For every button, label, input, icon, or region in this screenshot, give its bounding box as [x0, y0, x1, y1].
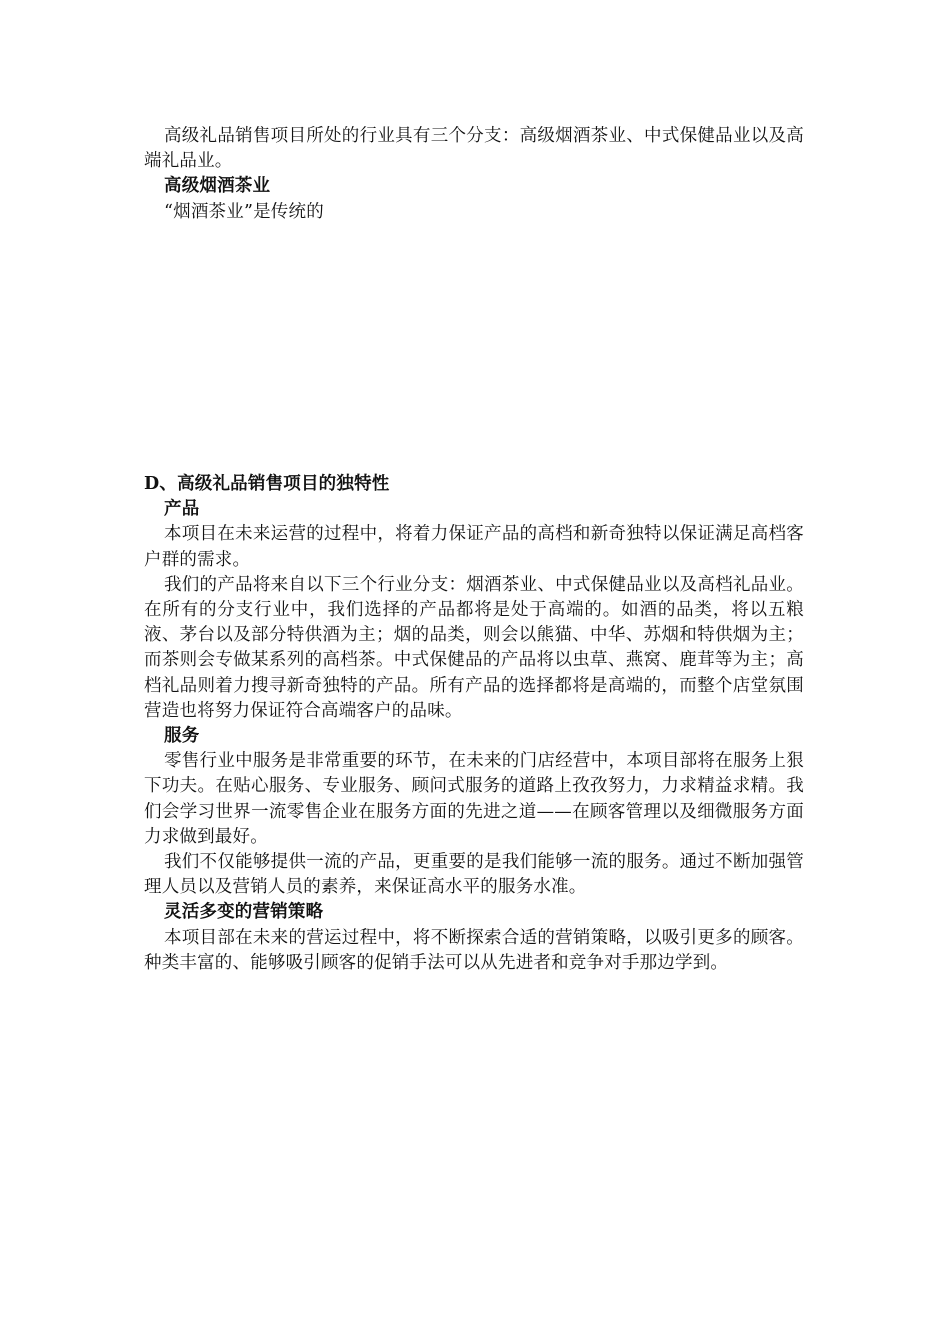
intro-fragment: “烟酒茶业”是传统的 [164, 201, 324, 222]
marketing-paragraph-1: 本项目部在未来的营运过程中，将不断探索合适的营销策略，以吸引更多的顾客。种类丰富的、能够吸引顾客的促销手法可以从先进者和竞争对手那边学到。 [144, 927, 804, 973]
product-paragraph-2: 我们的产品将来自以下三个行业分支：烟酒茶业、中式保健品业以及高档礼品业。在所有的分支行业中，我们选择的产品都将是处于高端的。如酒的品类，将以五粮液、茅台以及部分特供酒为主；烟的品类，则会以熊猫、中华、苏烟和特供烟为主；而茶则会专做某系列的高档茶。中式保健品的产品将以虫草、燕窝、鹿茸等为主；高档礼品则着力搜寻新奇独特的产品。所有产品的选择都将是高端的，而整个店堂氛围营造也将努力保证符合高端客户的品味。 [144, 574, 804, 721]
service-paragraph-1: 零售行业中服务是非常重要的环节，在未来的门店经营中，本项目部将在服务上狠下功夫。在贴心服务、专业服务、顾问式服务的道路上孜孜努力，力求精益求精。我们会学习世界一流零售企业在服务方面的先进之道——在顾客管理以及细微服务方面力求做到最好。 [144, 751, 804, 847]
subheading-tobacco-wine-tea: 高级烟酒茶业 [164, 176, 271, 197]
service-heading: 服务 [164, 726, 200, 747]
section-d-title: D、高级礼品销售项目的独特性 [144, 474, 390, 494]
product-paragraph-1: 本项目在未来运营的过程中，将着力保证产品的高档和新奇独特以保证满足高档客户群的需求。 [144, 524, 804, 570]
product-heading: 产品 [164, 499, 200, 520]
marketing-heading: 灵活多变的营销策略 [164, 902, 324, 923]
section-d-block [144, 472, 804, 976]
intro-block [144, 124, 804, 225]
service-paragraph-2: 我们不仅能够提供一流的产品，更重要的是我们能够一流的服务。通过不断加强管理人员以及营销人员的素养，来保证高水平的服务水准。 [144, 852, 804, 898]
intro-paragraph: 高级礼品销售项目所处的行业具有三个分支：高级烟酒茶业、中式保健品业以及高端礼品业。 [144, 126, 804, 172]
